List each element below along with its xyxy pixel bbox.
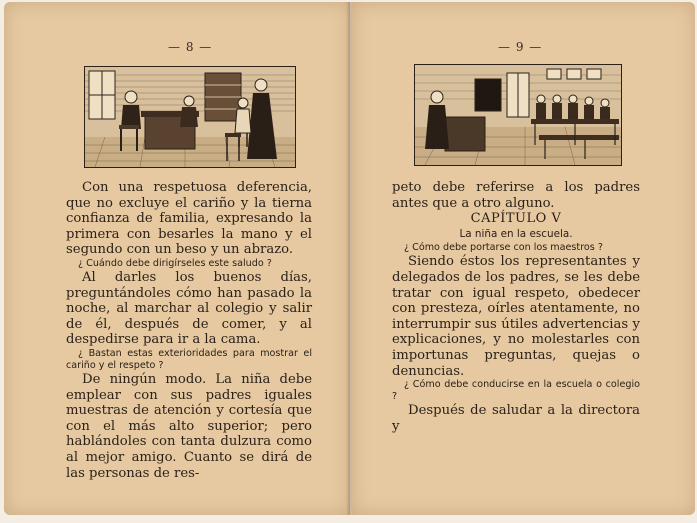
chapter-title: CAPÍTULO V xyxy=(470,211,562,227)
paragraph: peto debe referirse a los padres antes que a otro alguno. xyxy=(392,180,640,211)
paragraph: Siendo éstos los representantes y delegados de los padres, se les debe tratar con igual respeto, obedecer con presteza, oírles atentamente, no interrumpir sus útiles advertencias y explicaciones, y no molestarles con importunas preguntas, quejas o denuncias. xyxy=(392,254,640,379)
right-page-body xyxy=(392,180,640,434)
page-number: — 8 — xyxy=(168,40,213,54)
chapter-subtitle: La niña en la escuela. xyxy=(459,227,573,240)
right-page xyxy=(352,2,695,515)
question: ¿ Cuándo debe dirigírseles este saludo ? xyxy=(78,257,272,269)
family-study-engraving xyxy=(85,67,295,167)
question: ¿ Cómo debe conducirse en la escuela o colegio ? xyxy=(392,379,640,403)
classroom-engraving xyxy=(415,65,621,165)
left-page-body xyxy=(66,180,312,481)
page-number: — 9 — xyxy=(498,40,543,54)
left-page xyxy=(4,2,350,515)
question: ¿ Cómo debe portarse con los maestros ? xyxy=(404,242,603,254)
classroom-illustration xyxy=(414,64,622,166)
paragraph: Al darles los buenos días, preguntándoles cómo han pasado la noche, al marchar al colegio y salir de él, después de comer, y al despedirse para ir a la cama. xyxy=(66,269,312,348)
paragraph: De ningún modo. La niña debe emplear con sus padres iguales muestras de atención y cortesía que con el más alto superior; pero hablándoles con tanta dulzura como al mejor amigo. Cuanto se dirá de las personas de res- xyxy=(66,371,312,481)
paragraph: Con una respetuosa deferencia, que no excluye el cariño y la tierna confianza de familia, expresando la primera con besarles la mano y el segundo con un beso y un abrazo. xyxy=(66,180,312,258)
family-study-illustration xyxy=(84,66,296,168)
paragraph: Después de saludar a la directora y xyxy=(392,403,640,434)
question: ¿ Bastan estas exterioridades para mostrar el cariño y el respeto ? xyxy=(66,347,312,371)
